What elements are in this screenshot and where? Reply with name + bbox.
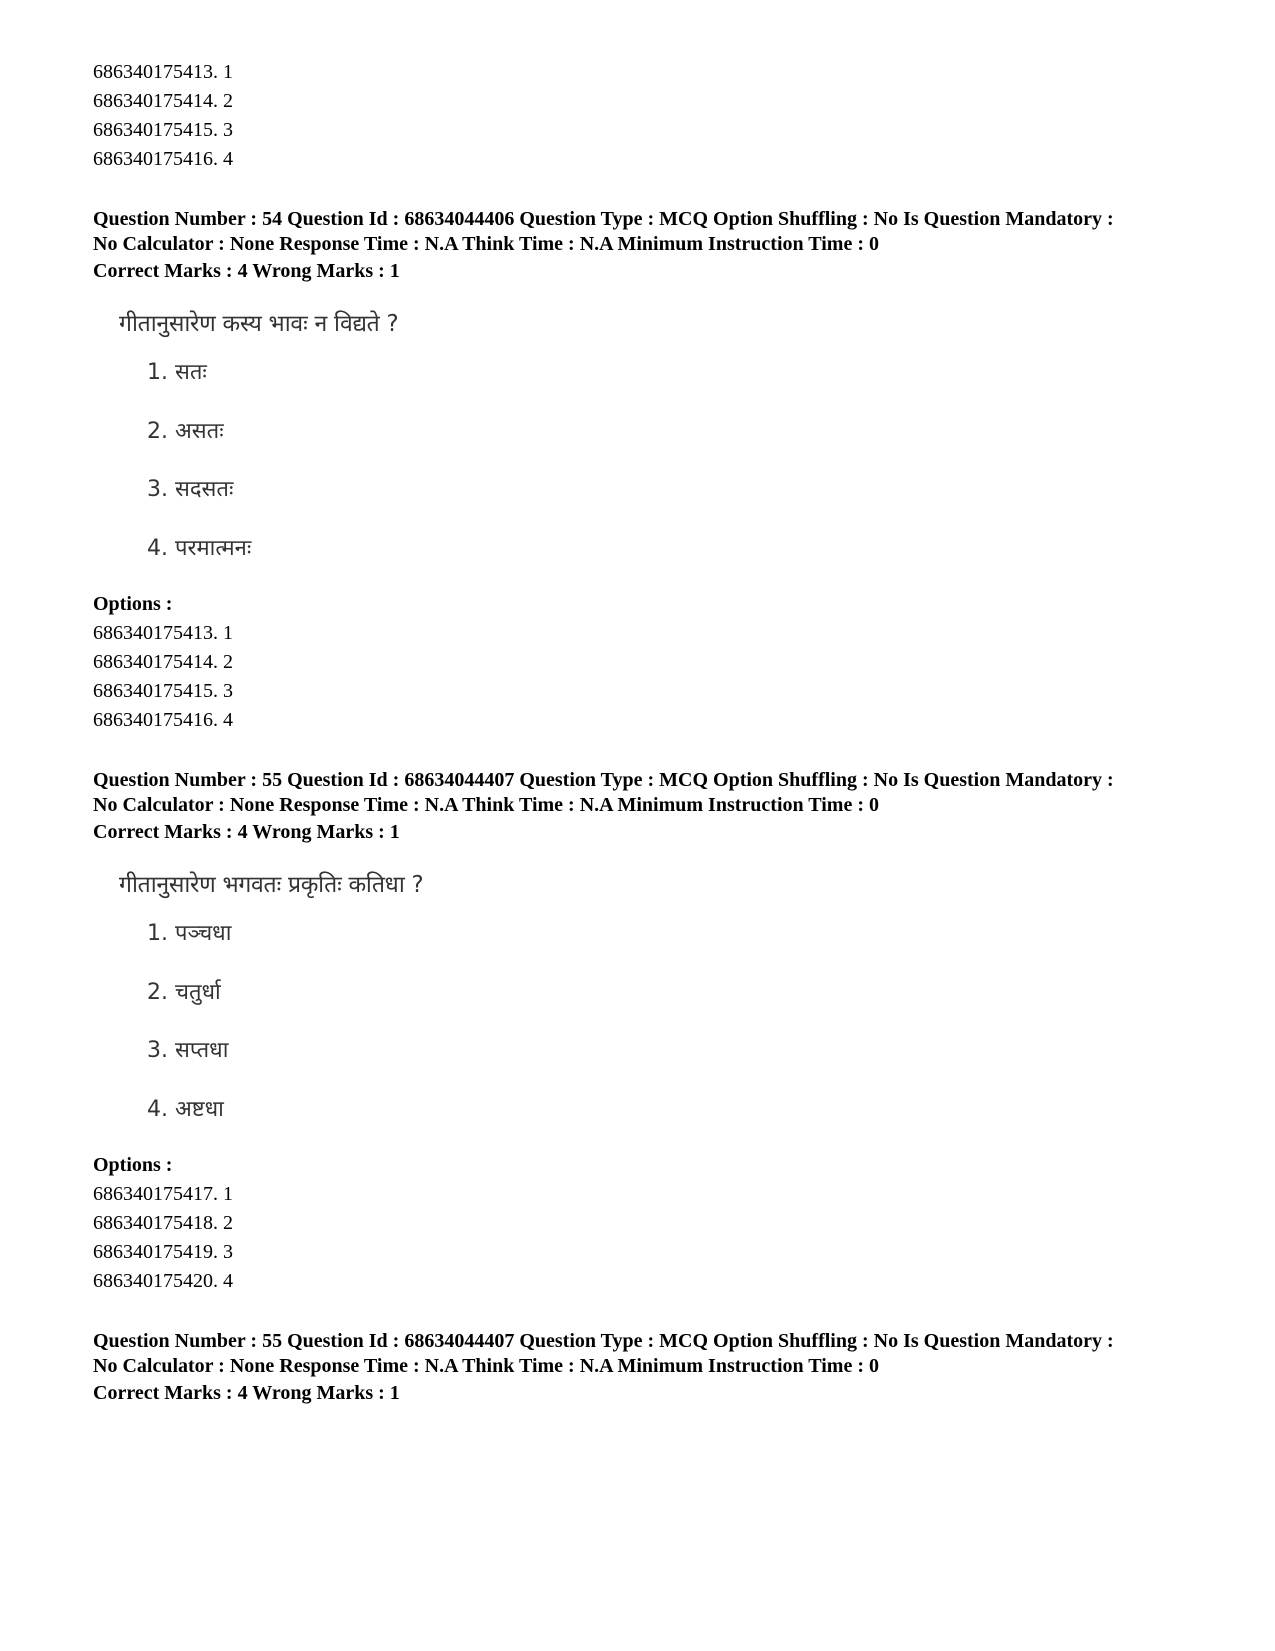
option-item: 686340175416. 4 [93,709,233,731]
option-item: 686340175414. 2 [93,90,233,112]
question-header [93,207,1193,286]
question-meta-line2: No Calculator : None Response Time : N.A Think Time : N.A Minimum Instruction Time : 0 [93,1354,879,1377]
question-text: गीतानुसारेण भगवतः प्रकृतिः कतिधा ? [119,872,424,898]
option-item: 686340175413. 1 [93,61,233,83]
option-item: 686340175413. 1 [93,622,233,644]
question-meta-line1: Question Number : 54 Question Id : 68634044406 Question Type : MCQ Option Shuffling : No Is Question Mandatory : [93,208,1114,230]
options-list [93,619,1193,735]
options-label: Options : [93,1154,173,1176]
options-list [93,1180,1193,1296]
question-block-55-repeat [93,1329,1193,1408]
document-page [93,58,1193,1408]
option-item: 686340175420. 4 [93,1270,233,1292]
question-meta-line1: Question Number : 55 Question Id : 68634044407 Question Type : MCQ Option Shuffling : No Is Question Mandatory : [93,769,1114,791]
option-item: 686340175416. 4 [93,148,233,170]
choice-3: 3. सदसतः [147,477,234,502]
option-item: 686340175417. 1 [93,1183,233,1205]
choice-4: 4. अष्टधा [147,1096,224,1122]
choice-1: 1. पञ्चधा [147,921,232,946]
question-header [93,1329,1193,1408]
option-item: 686340175414. 2 [93,651,233,673]
question-header [93,768,1193,847]
choice-4: 4. परमात्मनः [147,535,252,561]
option-item: 686340175415. 3 [93,119,233,141]
question-block-55 [93,768,1193,1296]
option-item: 686340175418. 2 [93,1212,233,1234]
question-meta-line1: Question Number : 55 Question Id : 68634044407 Question Type : MCQ Option Shuffling : No Is Question Mandatory : [93,1330,1114,1352]
option-item: 686340175415. 3 [93,680,233,702]
choice-2: 2. चतुर्धा [147,979,221,1005]
question-marks: Correct Marks : 4 Wrong Marks : 1 [93,260,400,282]
choice-1: 1. सतः [147,360,207,385]
question-meta-line2: No Calculator : None Response Time : N.A Think Time : N.A Minimum Instruction Time : 0 [93,232,879,255]
question-image [119,865,1193,1139]
question-text: गीतानुसारेण कस्य भावः न विद्यते ? [119,311,399,337]
question-image [119,304,1193,578]
choice-3: 3. सप्तधा [147,1038,229,1063]
question-marks: Correct Marks : 4 Wrong Marks : 1 [93,821,400,843]
question-meta-line2: No Calculator : None Response Time : N.A Think Time : N.A Minimum Instruction Time : 0 [93,793,879,816]
option-item: 686340175419. 3 [93,1241,233,1263]
previous-options-list [93,58,1193,174]
choice-2: 2. असतः [147,418,224,444]
question-block-54 [93,207,1193,735]
question-marks: Correct Marks : 4 Wrong Marks : 1 [93,1382,400,1404]
options-label: Options : [93,593,173,615]
